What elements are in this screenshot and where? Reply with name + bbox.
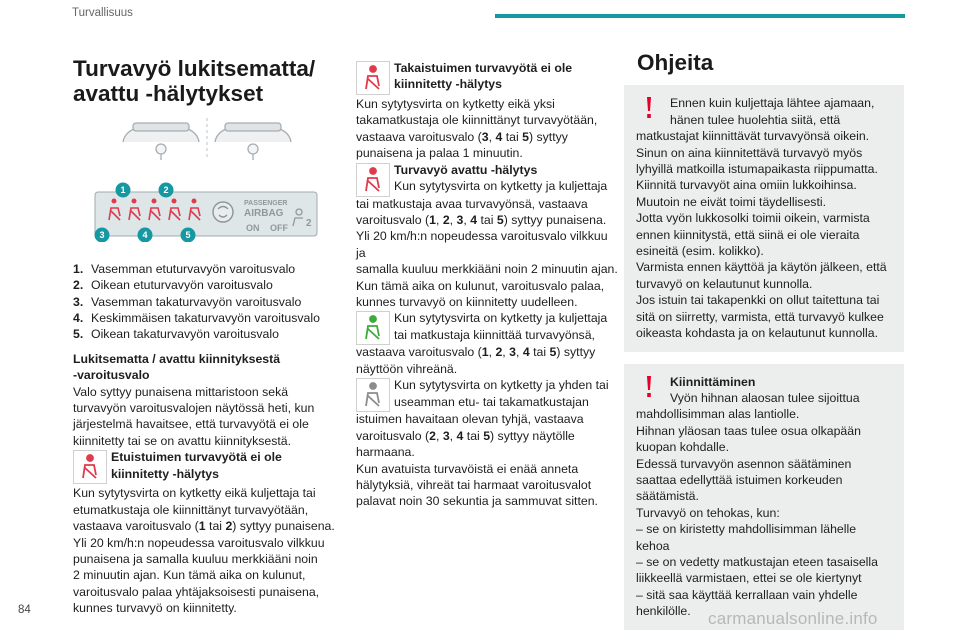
exclamation-warning-icon (644, 97, 654, 119)
text-line: Kiinnitä turvavyöt aina omiin lukkoihinsa. (636, 178, 857, 193)
legend-item (73, 326, 341, 342)
page-title-line2: avattu -hälytykset (73, 81, 264, 106)
text-line: säätämistä. (636, 489, 699, 504)
advice-box (624, 85, 904, 351)
seatbelt-green-icon (356, 311, 390, 345)
text-line: kiinnitetty tai se on avattu kiinnityksestä. (73, 433, 292, 448)
seatbelt-red-icon (356, 61, 390, 95)
text-line: palavat noin 30 sekuntia ja sammuvat sitten. (356, 494, 598, 509)
text-line: Kun avatuista turvavöistä ei enää anneta (356, 461, 579, 476)
text-line: Jos istuin tai takapenkki on ollut taitettuna tai (636, 293, 880, 308)
text-line: lyhyillä matkoilla istumapaikasta riippumatta. (636, 162, 878, 177)
section-heading: Turvavyö avattu -hälytys (394, 162, 538, 177)
text-line: sitä on siirretty, varmista, että turvavyö kulkee (636, 309, 884, 324)
text-line: Kun tämä aika on kulunut, varoitusvalo palaa, (356, 278, 605, 293)
text-line: Turvavyö on tehokas, kun: (636, 505, 780, 520)
legend-text: Vasemman takaturvavyön varoitusvalo (91, 294, 302, 309)
text-line: henkilölle. (636, 604, 691, 619)
dashboard-illustration (73, 116, 341, 162)
text-line: varoitusvalo (2, 3, 4 tai 5) syttyy näytölle (356, 428, 575, 443)
front-seat-alert-text (73, 485, 341, 616)
seatbelt-red-icon (73, 450, 107, 484)
seatbelt-red-icon (356, 163, 390, 197)
text-line: vastaava varoitusvalo (1 tai 2) syttyy punaisena. (73, 519, 335, 534)
legend-text: Keskimmäisen takaturvavyön varoitusvalo (91, 311, 320, 326)
text-line: Varmista ennen käyttöä ja käytön jälkeen, että (636, 260, 887, 275)
section-heading-line: kiinnitetty -hälytys (394, 77, 502, 92)
text-line: Kun sytytysvirta on kytketty ja yhden tai (394, 378, 609, 393)
page-title-line1: Turvavyö lukitsematta/ (73, 56, 316, 81)
text-line: esineitä (esim. kolikko). (636, 244, 764, 259)
text-line: Edessä turvavyön asennon säätäminen (636, 456, 852, 471)
legend-item (73, 310, 341, 326)
column-right (624, 50, 904, 630)
text-line: turvavyö on kelautunut kunnolla. (636, 276, 813, 291)
text-line: Hihnan yläosan taas tulee osua olkapään (636, 423, 861, 438)
text-line: varoitusvalo palaa yhtäjaksoisesti punaisena, (73, 584, 320, 599)
callout-4: 4 (142, 230, 148, 241)
passenger-label: PASSENGER (244, 200, 288, 208)
text-line: ennen kiinnitystä, että siinä ei ole vieraita (636, 227, 860, 242)
text-line: Muutoin ne eivät toimi täydellisesti. (636, 194, 827, 209)
fastened-status-section (356, 310, 620, 344)
section-heading-line: Etuistuimen turvavyötä ei ole (111, 450, 282, 465)
fastened-status-text (356, 344, 620, 377)
header-accent-bar (495, 14, 905, 18)
heading-line: -varoitusvalo (73, 368, 150, 383)
legend-num: 3. (73, 294, 84, 309)
text-line: useamman etu- tai takamatkustajan (394, 394, 589, 409)
legend-num: 4. (73, 311, 84, 326)
text-line: takamatkustaja ole kiinnittänyt turvavyötään, (356, 113, 598, 128)
legend-text: Oikean takaturvavyön varoitusvalo (91, 327, 279, 342)
text-line: vastaava varoitusvalo (3, 4 tai 5) syttyy (356, 129, 568, 144)
text-line: etumatkustaja ole kiinnittänyt turvavyötään, (73, 502, 309, 517)
watermark: carmanualsonline.info (708, 609, 878, 628)
text-line: Jotta vyön lukkosolki toimii oikein, varmista (636, 211, 870, 226)
text-line: varoitusvalo (1, 2, 3, 4 tai 5) syttyy punaisena. (356, 213, 607, 228)
heading-line: Lukitsematta / avattu kiinnityksestä (73, 351, 281, 366)
text-line: – se on vedetty matkustajan eteen tasaisella (636, 554, 878, 569)
callout-1: 1 (120, 185, 126, 196)
unfastened-alert-text (356, 196, 620, 311)
text-line: matkustajat kiinnittävät turvavyönsä oikein. (636, 129, 870, 144)
column-middle (356, 60, 620, 510)
section-heading-line: kiinnitetty -hälytys (111, 466, 219, 481)
empty-seat-section (356, 377, 620, 411)
text-line: punaisena ja samalla kuuluu merkkiääni noin (73, 551, 318, 566)
column-left (73, 56, 341, 617)
text-line: samalla kuuluu merkkiääni noin 2 minuutin ajan. (356, 262, 618, 277)
text-line: – sitä saa käyttää kerrallaan vain yhdelle (636, 587, 858, 602)
text-line: Valo syttyy punaisena mittaristoon sekä (73, 384, 289, 399)
page-title (73, 56, 341, 106)
text-line: hänen tulee huolehtia siitä, että (670, 112, 841, 127)
legend-num: 2. (73, 278, 84, 293)
airbag-off-label: OFF (270, 223, 288, 234)
text-line: punaisena ja palaa 1 minuutin. (356, 146, 523, 161)
text-line: järjestelmä havaitsee, että turvavyötä ei ole (73, 417, 309, 432)
text-line: tai matkustaja avaa turvavyönsä, vastaava (356, 196, 588, 211)
text-line: mahdollisimman alas lantiolle. (636, 407, 800, 422)
front-seat-alert-section (73, 449, 341, 485)
warning-light-legend (73, 261, 341, 343)
warning-light-intro (73, 384, 341, 450)
legend-item (73, 277, 341, 293)
fastening-heading: Kiinnittäminen (670, 374, 756, 389)
rear-seat-alert-text (356, 96, 620, 162)
text-line: 2 minuutin ajan. Kun tämä aika on kulunut, (73, 568, 306, 583)
text-line: Sinun on aina kiinnitettävä turvavyö myös (636, 145, 863, 160)
callout-2: 2 (163, 185, 169, 196)
legend-text: Vasemman etuturvavyön varoitusvalo (91, 261, 296, 276)
text-line: tai matkustaja kiinnittää turvavyönsä, (394, 327, 595, 342)
text-line: vastaava varoitusvalo (1, 2, 3, 4 tai 5) syttyy (356, 345, 596, 360)
text-line: näyttöön vihreänä. (356, 361, 458, 376)
text-line: – se on kiristetty mahdollisimman lähelle (636, 522, 857, 537)
text-line: oikeasta kohdasta ja on kelautunut kunnolla. (636, 326, 879, 341)
text-line: Kun sytytysvirta on kytketty ja kuljettaja (394, 179, 608, 194)
seatbelt-warning-panel (73, 182, 341, 242)
text-line: Kun sytytysvirta on kytketty eikä yksi (356, 97, 555, 111)
text-line: harmaana. (356, 445, 415, 460)
airbag-label: AIRBAG (244, 208, 284, 220)
text-line: Ennen kuin kuljettaja lähtee ajamaan, (670, 96, 875, 111)
legend-item (73, 261, 341, 277)
seatbelt-grey-icon (356, 378, 390, 412)
text-line: Kun sytytysvirta on kytketty eikä kuljettaja tai (73, 486, 316, 501)
text-line: istuimen havaitaan olevan tyhjä, vastaava (356, 412, 584, 427)
header-section-title: Turvallisuus (72, 7, 133, 19)
fastening-box (624, 364, 904, 630)
airbag-on-label: ON (246, 223, 260, 234)
legend-item (73, 294, 341, 310)
callout-3: 3 (99, 230, 105, 241)
text-line: Vyön hihnan alaosan tulee sijoittua (670, 390, 860, 405)
empty-seat-text (356, 411, 620, 509)
text-line: kunnes turvavyö on kiinnitetty. (73, 601, 237, 616)
text-line: hälytyksiä, vihreät tai harmaat varoitusvalot (356, 477, 592, 492)
text-line: saattaa edellyttää istuimen korkeuden (636, 472, 843, 487)
text-line: kehoa (636, 538, 670, 553)
legend-text: Oikean etuturvavyön varoitusvalo (91, 278, 273, 293)
text-line: Yli 20 km/h:n nopeudessa varoitusvalo vilkkuu (73, 535, 325, 550)
unfastened-alert-section (356, 162, 620, 196)
text-line: liikkeellä varmistaen, ettei se ole kiertynyt (636, 571, 862, 586)
text-line: Yli 20 km/h:n nopeudessa varoitusvalo vilkkuu ja (356, 229, 608, 260)
section-heading-line: Takaistuimen turvavyötä ei ole (394, 61, 573, 75)
legend-num: 1. (73, 261, 84, 276)
text-line: turvavyön varoitusvalojen näytössä heti, kun (73, 401, 315, 416)
legend-num: 5. (73, 327, 84, 342)
warning-light-heading (73, 351, 341, 384)
exclamation-warning-icon (644, 376, 654, 398)
text-line: Kun sytytysvirta on kytketty ja kuljettaja (394, 311, 608, 326)
airbag-badge-2: 2 (306, 218, 312, 230)
text-line: kunnes turvavyö on kiinnitetty uudelleen. (356, 295, 578, 310)
text-line: kuopan kohdalle. (636, 440, 729, 455)
advice-title: Ohjeita (637, 50, 714, 75)
page-number: 84 (18, 604, 31, 616)
callout-5: 5 (185, 230, 191, 241)
rear-seat-alert-section (356, 60, 620, 96)
